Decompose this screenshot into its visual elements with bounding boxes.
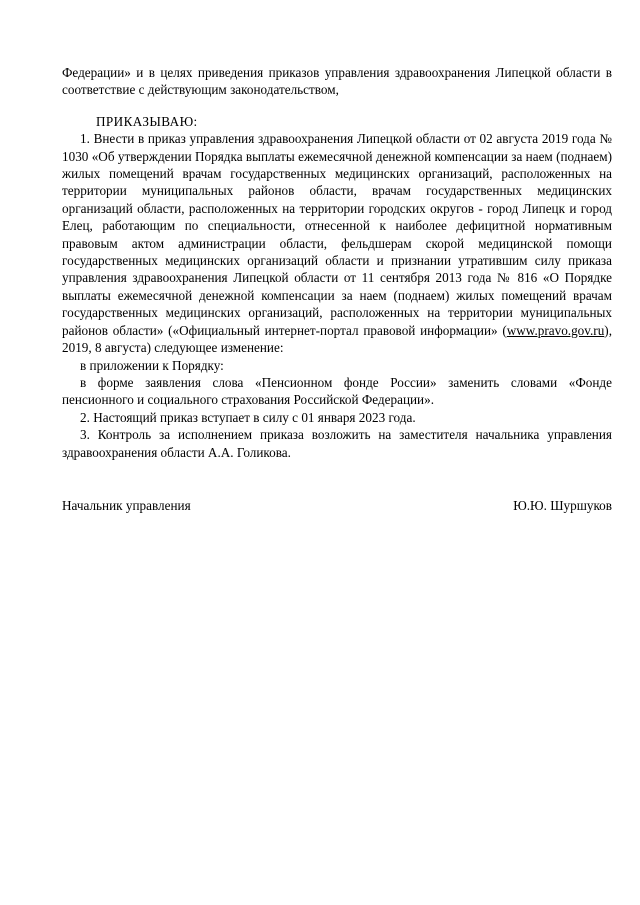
item-1-text: 1. Внести в приказ управления здравоохранения Липецкой области от 02 августа 2019 года № 1030 «Об утверждении Порядка выплаты ежемесячной денежной компенсации за наем (поднаем) жилых помещений врачам государственных медицинских организаций, расположенных на территории муниципальных районов области, врачам государственных медицинских организаций области, расположенных на территории городских округов - город Липецк и город Елец, работающим по специальности, отнесенной к наиболее дефицитной нормативным правовым актом администрации области, фельдшерам скорой медицинской помощи государственных медицинских организаций области и признании утратившим силу приказа управления здравоохранения Липецкой области от 11 сентября 2013 года № 816 «О Порядке выплаты ежемесячной денежной компенсации за наем (поднаем) жилых помещений врачам государственных медицинских организаций, расположенных на территории муниципальных районов области» («Официальный интернет-портал правовой информации» (	[62, 131, 612, 338]
signatory-position: Начальник управления	[62, 498, 191, 513]
item-3-paragraph: 3. Контроль за исполнением приказа возложить на заместителя начальника управления здравоохранения области А.А. Голикова.	[62, 427, 612, 460]
document-body	[62, 64, 612, 461]
item-2-paragraph: 2. Настоящий приказ вступает в силу с 01 января 2023 года.	[80, 409, 416, 425]
order-heading: ПРИКАЗЫВАЮ:	[96, 113, 198, 129]
item-1-text-end: ), 2019, 8 августа) следующее изменение:	[62, 322, 612, 356]
signatory-name: Ю.Ю. Шуршуков	[513, 498, 612, 513]
item-1-paragraph	[62, 130, 612, 356]
form-paragraph: в форме заявления слова «Пенсионном фонде России» заменить словами «Фонде пенсионного и социального страхования Российской Федерации».	[62, 374, 612, 408]
signature-block	[62, 497, 612, 515]
pravo-link[interactable]: www.pravo.gov.ru	[506, 322, 605, 338]
appendix-paragraph: в приложении к Порядку:	[80, 357, 224, 373]
intro-paragraph: Федерации» и в целях приведения приказов управления здравоохранения Липецкой области в соответствие с действующим законодательством,	[62, 65, 612, 98]
